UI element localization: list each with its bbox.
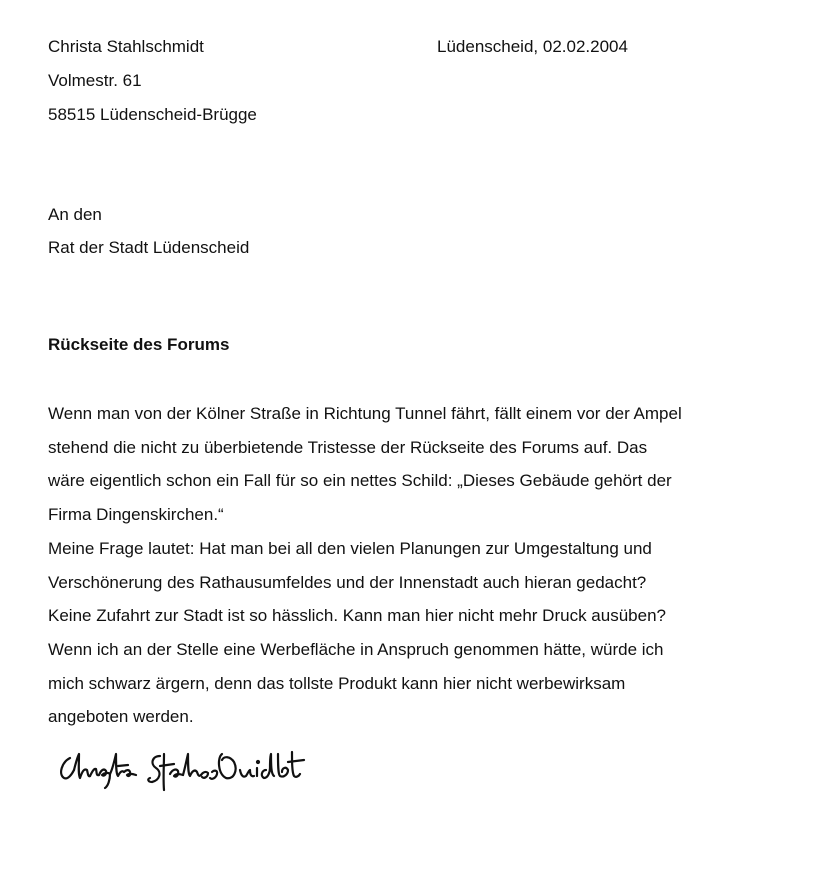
body-line: Wenn ich an der Stelle eine Werbefläche in Anspruch genommen hätte, würde ich — [48, 639, 664, 659]
sender-address — [48, 30, 257, 132]
sender-street: Volmestr. 61 — [48, 71, 142, 90]
sender-name: Christa Stahlschmidt — [48, 37, 204, 56]
body-line: angeboten werden. — [48, 707, 194, 727]
sender-city: 58515 Lüdenscheid-Brügge — [48, 105, 257, 124]
recipient-line-1: An den — [48, 205, 102, 224]
body-line: Verschönerung des Rathausumfeldes und der Innenstadt auch hieran gedacht? — [48, 572, 647, 592]
body-line: stehend die nicht zu überbietende Tristesse der Rückseite des Forums auf. Das — [48, 437, 648, 457]
recipient-line-2: Rat der Stadt Lüdenscheid — [48, 238, 250, 257]
letter-body — [48, 397, 778, 734]
body-line: wäre eigentlich schon ein Fall für so ein nettes Schild: „Dieses Gebäude gehört der — [48, 471, 672, 491]
body-line: Firma Dingenskirchen.“ — [48, 505, 224, 525]
body-line: mich schwarz ärgern, denn das tollste Produkt kann hier nicht werbewirksam — [48, 673, 626, 693]
handwritten-signature — [52, 744, 322, 792]
body-line: Meine Frage lautet: Hat man bei all den vielen Planungen zur Umgestaltung und — [48, 538, 652, 558]
letter-subject: Rückseite des Forums — [48, 335, 230, 354]
recipient-address — [48, 198, 249, 264]
letter-date: Lüdenscheid, 02.02.2004 — [437, 37, 628, 56]
body-line: Wenn man von der Kölner Straße in Richtung Tunnel fährt, fällt einem vor der Ampel — [48, 404, 682, 423]
body-line: Keine Zufahrt zur Stadt ist so hässlich. Kann man hier nicht mehr Druck ausüben? — [48, 606, 666, 626]
